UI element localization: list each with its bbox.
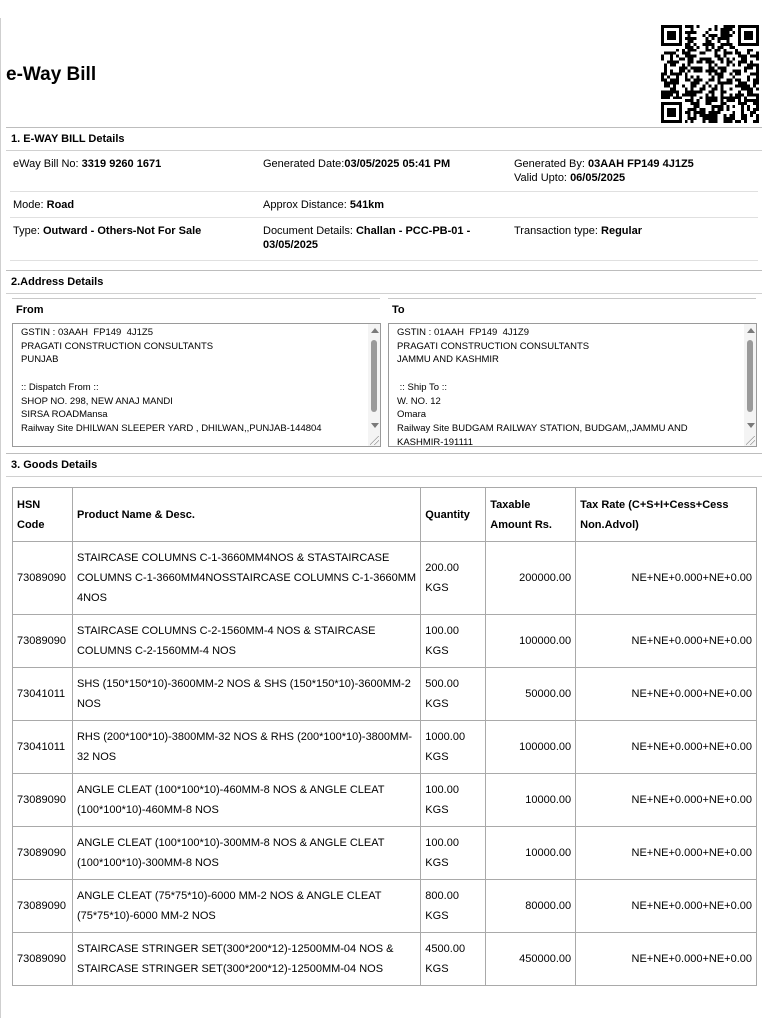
- resize-grip-icon[interactable]: [370, 436, 379, 445]
- approx-distance: Approx Distance: 541km: [263, 199, 385, 211]
- goods-table: [12, 487, 757, 986]
- tax-rate-cell: NE+NE+0.000+NE+0.00: [576, 880, 757, 933]
- address-line: KASHMIR-191111: [397, 436, 474, 447]
- product-cell: ANGLE CLEAT (100*100*10)-300MM-8 NOS & ANGLE CLEAT (100*100*10)-300MM-8 NOS: [72, 827, 420, 880]
- transport-mode: Mode: Road: [13, 199, 75, 211]
- quantity-cell: 100.00 KGS: [421, 827, 486, 880]
- quantity-cell: 800.00 KGS: [421, 880, 486, 933]
- eway-details-heading: 1. E-WAY BILL Details: [6, 127, 762, 151]
- qr-code-icon: [658, 25, 762, 123]
- address-line: [21, 367, 360, 381]
- document-details: Document Details: Challan - PCC-PB-01 - 03/05/2025: [263, 225, 471, 251]
- table-row: [13, 880, 757, 933]
- hsn-cell: 73041011: [13, 668, 73, 721]
- address-details-heading: 2.Address Details: [6, 270, 762, 294]
- address-line: :: Dispatch From ::: [21, 381, 99, 393]
- goods-body: [13, 542, 757, 986]
- page-edge-line: [0, 18, 1, 1018]
- tax-rate-cell: NE+NE+0.000+NE+0.00: [576, 721, 757, 774]
- table-row: [13, 668, 757, 721]
- to-label: To: [392, 304, 405, 316]
- amount-cell: 50000.00: [486, 668, 576, 721]
- goods-header-row: [13, 488, 757, 542]
- product-cell: STAIRCASE STRINGER SET(300*200*12)-12500MM-04 NOS & STAIRCASE STRINGER SET(300*200*12)-12500MM-04 NOS: [72, 933, 420, 986]
- amount-cell: 80000.00: [486, 880, 576, 933]
- address-line: GSTIN : 01AAH FP149 4J1Z9: [397, 327, 529, 338]
- table-row: [13, 827, 757, 880]
- generated-date: Generated Date:03/05/2025 05:41 PM: [263, 158, 451, 170]
- quantity-cell: 200.00 KGS: [421, 542, 486, 615]
- page-title: e-Way Bill: [6, 64, 97, 85]
- product-cell: SHS (150*150*10)-3600MM-2 NOS & SHS (150*150*10)-3600MM-2 NOS: [72, 668, 420, 721]
- details-row: [10, 151, 758, 192]
- goods-details-heading: 3. Goods Details: [6, 453, 762, 477]
- tax-rate-cell: NE+NE+0.000+NE+0.00: [576, 933, 757, 986]
- address-line: [397, 367, 736, 381]
- details-row: [10, 218, 758, 261]
- hsn-cell: 73089090: [13, 880, 73, 933]
- eway-bill-no: eWay Bill No: 3319 9260 1671: [13, 158, 162, 170]
- transaction-type: Transaction type: Regular: [514, 225, 642, 237]
- address-line: PRAGATI CONSTRUCTION CONSULTANTS: [397, 340, 590, 352]
- resize-grip-icon[interactable]: [746, 436, 755, 445]
- address-line: PUNJAB: [21, 354, 59, 366]
- col-taxable-amount: Taxable Amount Rs.: [486, 488, 576, 542]
- from-divider: [12, 298, 380, 299]
- product-cell: RHS (200*100*10)-3800MM-32 NOS & RHS (200*100*10)-3800MM-32 NOS: [72, 721, 420, 774]
- hsn-cell: 73089090: [13, 827, 73, 880]
- hsn-cell: 73089090: [13, 933, 73, 986]
- tax-rate-cell: NE+NE+0.000+NE+0.00: [576, 615, 757, 668]
- quantity-cell: 100.00 KGS: [421, 615, 486, 668]
- address-line: SIRSA ROADMansa: [21, 409, 108, 421]
- table-row: [13, 542, 757, 615]
- scroll-down-icon[interactable]: [747, 423, 755, 428]
- address-line: JAMMU AND KASHMIR: [397, 354, 499, 366]
- table-row: [13, 721, 757, 774]
- to-address-textarea[interactable]: [388, 323, 757, 447]
- amount-cell: 450000.00: [486, 933, 576, 986]
- tax-rate-cell: NE+NE+0.000+NE+0.00: [576, 668, 757, 721]
- address-line: GSTIN : 03AAH FP149 4J1Z5: [21, 327, 153, 338]
- eway-details-grid: [10, 151, 758, 261]
- from-label: From: [16, 304, 44, 316]
- table-row: [13, 933, 757, 986]
- address-line: :: Ship To ::: [397, 381, 447, 393]
- address-line: PRAGATI CONSTRUCTION CONSULTANTS: [21, 340, 214, 352]
- quantity-cell: 500.00 KGS: [421, 668, 486, 721]
- document-header: [0, 0, 768, 128]
- product-cell: ANGLE CLEAT (75*75*10)-6000 MM-2 NOS & ANGLE CLEAT (75*75*10)-6000 MM-2 NOS: [72, 880, 420, 933]
- address-line: Railway Site DHILWAN SLEEPER YARD , DHILWAN,,PUNJAB-144804: [21, 422, 322, 434]
- scroll-up-icon[interactable]: [747, 328, 755, 333]
- to-scrollbar[interactable]: [744, 324, 756, 446]
- amount-cell: 100000.00: [486, 721, 576, 774]
- hsn-cell: 73089090: [13, 542, 73, 615]
- tax-rate-cell: NE+NE+0.000+NE+0.00: [576, 774, 757, 827]
- col-quantity: Quantity: [421, 488, 486, 542]
- hsn-cell: 73089090: [13, 774, 73, 827]
- product-cell: STAIRCASE COLUMNS C-1-3660MM4NOS & STASTAIRCASE COLUMNS C-1-3660MM4NOSSTAIRCASE COLUMNS C-1-3660MM 4NOS: [72, 542, 420, 615]
- table-row: [13, 774, 757, 827]
- amount-cell: 200000.00: [486, 542, 576, 615]
- address-line: SHOP NO. 298, NEW ANAJ MANDI: [21, 395, 173, 407]
- scroll-up-icon[interactable]: [371, 328, 379, 333]
- quantity-cell: 4500.00 KGS: [421, 933, 486, 986]
- scroll-down-icon[interactable]: [371, 423, 379, 428]
- amount-cell: 100000.00: [486, 615, 576, 668]
- tax-rate-cell: NE+NE+0.000+NE+0.00: [576, 542, 757, 615]
- quantity-cell: 1000.00 KGS: [421, 721, 486, 774]
- col-product: Product Name & Desc.: [72, 488, 420, 542]
- hsn-cell: 73089090: [13, 615, 73, 668]
- quantity-cell: 100.00 KGS: [421, 774, 486, 827]
- col-hsn-code: HSN Code: [13, 488, 73, 542]
- address-line: Omara: [397, 409, 427, 421]
- amount-cell: 10000.00: [486, 774, 576, 827]
- address-line: W. NO. 12: [397, 395, 441, 407]
- to-divider: [388, 298, 756, 299]
- hsn-cell: 73041011: [13, 721, 73, 774]
- bill-type: Type: Outward - Others-Not For Sale: [13, 225, 202, 237]
- col-tax-rate: Tax Rate (C+S+I+Cess+Cess Non.Advol): [576, 488, 757, 542]
- details-row: [10, 192, 758, 218]
- table-row: [13, 615, 757, 668]
- from-scrollbar[interactable]: [368, 324, 380, 446]
- address-line: Railway Site BUDGAM RAILWAY STATION, BUDGAM,,JAMMU AND: [397, 422, 688, 434]
- tax-rate-cell: NE+NE+0.000+NE+0.00: [576, 827, 757, 880]
- scroll-thumb[interactable]: [747, 340, 753, 412]
- from-address-textarea[interactable]: [12, 323, 381, 447]
- generated-by: Generated By: 03AAH FP149 4J1Z5 Valid Upto: 06/05/2025: [514, 158, 694, 184]
- scroll-thumb[interactable]: [371, 340, 377, 412]
- product-cell: STAIRCASE COLUMNS C-2-1560MM-4 NOS & STAIRCASE COLUMNS C-2-1560MM-4 NOS: [72, 615, 420, 668]
- product-cell: ANGLE CLEAT (100*100*10)-460MM-8 NOS & ANGLE CLEAT (100*100*10)-460MM-8 NOS: [72, 774, 420, 827]
- amount-cell: 10000.00: [486, 827, 576, 880]
